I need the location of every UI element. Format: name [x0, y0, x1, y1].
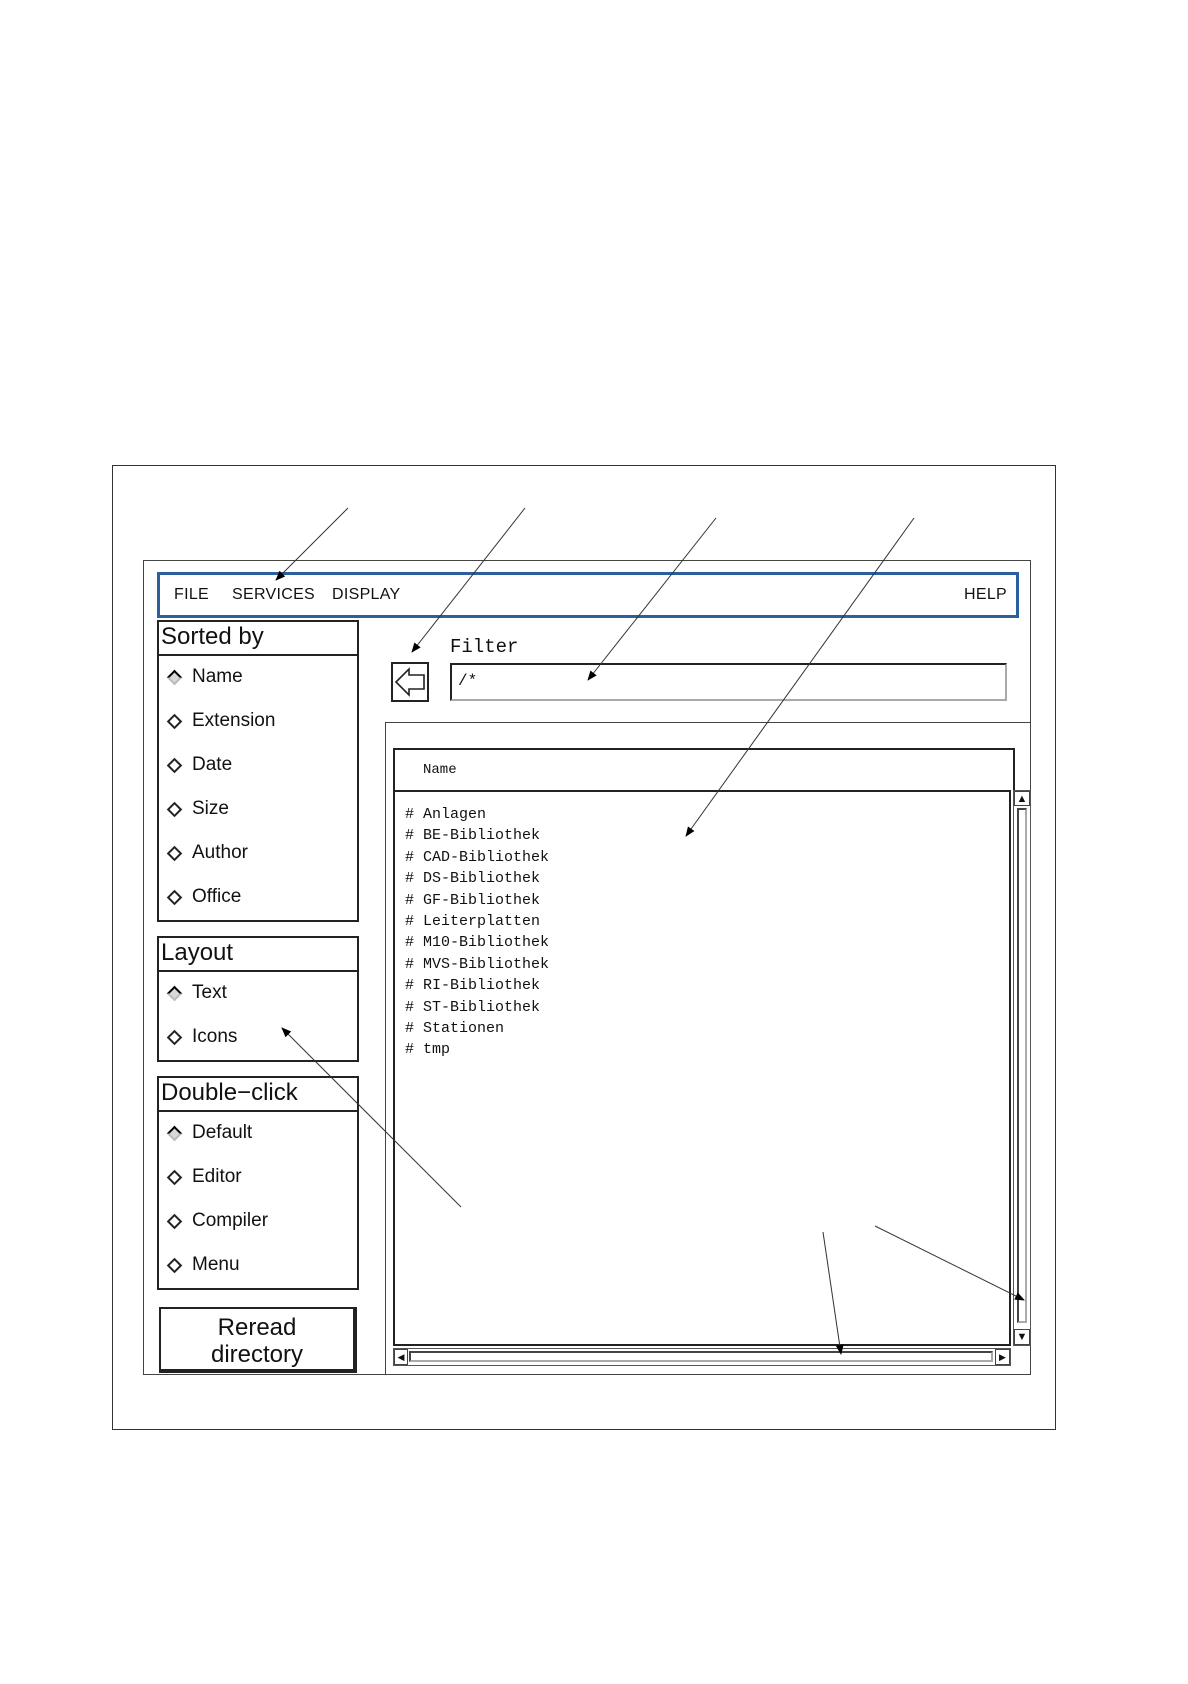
list-item[interactable]: # Leiterplatten — [405, 912, 541, 930]
column-header-name[interactable]: Name — [393, 748, 1015, 790]
list-item[interactable]: # M10-Bibliothek — [405, 934, 550, 952]
double-click-title: Double−click — [159, 1078, 357, 1112]
scroll-left-arrow-icon[interactable]: ◀ — [394, 1349, 408, 1365]
dblclick-option-menu[interactable]: Menu — [169, 1254, 240, 1276]
menu-display[interactable]: DISPLAY — [332, 586, 401, 603]
callout-file-list — [686, 518, 914, 836]
sort-option-date[interactable]: Date — [169, 754, 232, 776]
list-item[interactable]: # Stationen — [405, 1019, 505, 1037]
sort-option-extension[interactable]: Extension — [169, 710, 275, 732]
scroll-up-arrow-icon[interactable]: ▲ — [1014, 791, 1030, 806]
dblclick-option-compiler[interactable]: Compiler — [169, 1210, 268, 1232]
list-item[interactable]: # tmp — [405, 1041, 451, 1059]
scroll-down-arrow-icon[interactable]: ▼ — [1014, 1329, 1030, 1345]
callout-filter — [588, 518, 716, 680]
layout-option-icons[interactable]: Icons — [169, 1026, 237, 1048]
layout-title: Layout — [159, 938, 357, 972]
dblclick-option-editor[interactable]: Editor — [169, 1166, 242, 1188]
list-item[interactable]: # CAD-Bibliothek — [405, 848, 550, 866]
sort-option-office[interactable]: Office — [169, 886, 241, 908]
filter-label: Filter — [450, 636, 519, 658]
list-item[interactable]: # ST-Bibliothek — [405, 998, 541, 1016]
sorted-by-title: Sorted by — [159, 622, 357, 656]
menu-services[interactable]: SERVICES — [232, 586, 316, 603]
list-item[interactable]: # BE-Bibliothek — [405, 827, 541, 845]
sort-option-size[interactable]: Size — [169, 798, 229, 820]
callout-vertical-scrollbar — [875, 1226, 1024, 1300]
callout-back-button — [412, 508, 525, 652]
list-item[interactable]: # DS-Bibliothek — [405, 870, 541, 888]
dblclick-option-default[interactable]: Default — [169, 1122, 252, 1144]
callout-horizontal-scrollbar — [823, 1232, 841, 1354]
list-item[interactable]: # GF-Bibliothek — [405, 891, 541, 909]
list-item[interactable]: # Anlagen — [405, 806, 487, 823]
reread-directory-button[interactable]: Reread directory — [159, 1307, 357, 1373]
layout-option-text[interactable]: Text — [169, 982, 227, 1004]
sort-option-name[interactable]: Name — [169, 666, 243, 688]
menu-file[interactable]: FILE — [174, 586, 209, 603]
callout-option-panels — [282, 1028, 461, 1207]
callout-menu-bar — [276, 508, 348, 580]
list-item[interactable]: # RI-Bibliothek — [405, 977, 541, 995]
filter-input[interactable]: /* — [450, 663, 1007, 701]
scroll-right-arrow-icon[interactable]: ▶ — [995, 1349, 1010, 1365]
sort-option-author[interactable]: Author — [169, 842, 248, 864]
menu-help[interactable]: HELP — [964, 586, 1007, 603]
list-item[interactable]: # MVS-Bibliothek — [405, 955, 550, 973]
